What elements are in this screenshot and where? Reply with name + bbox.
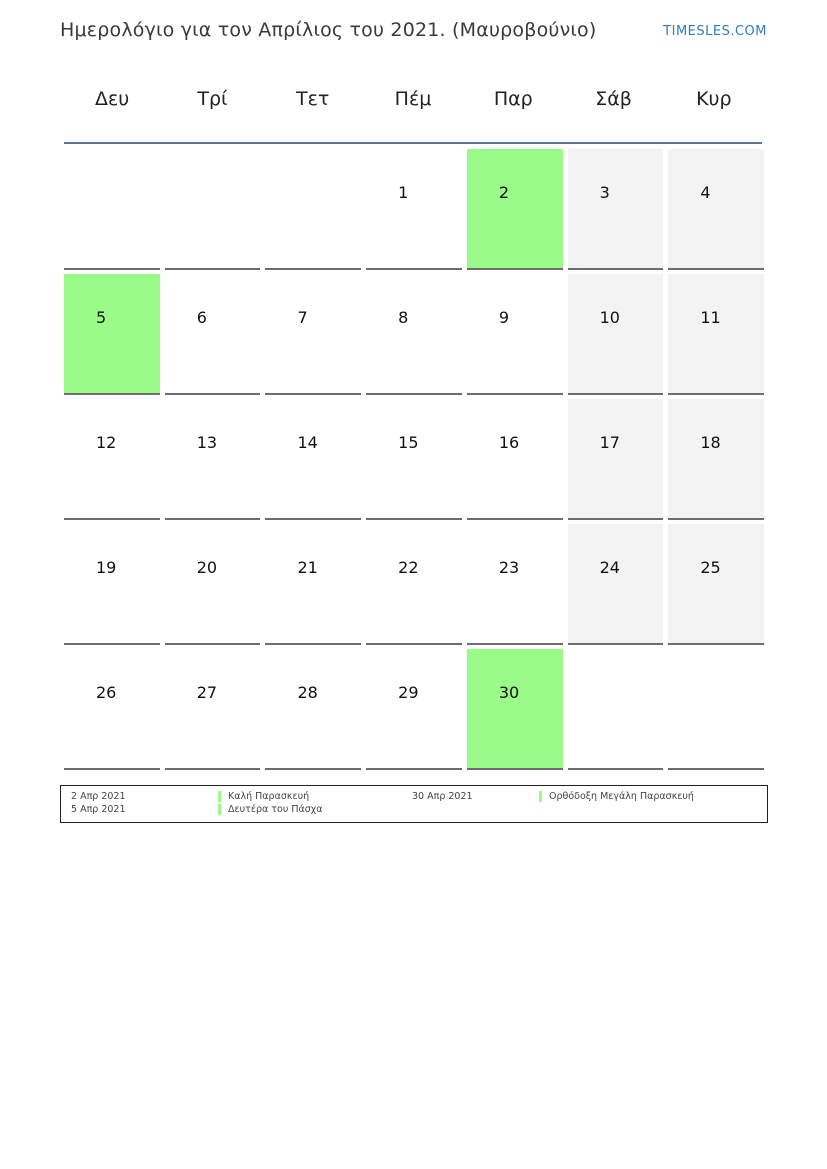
legend-holiday-name: Καλή Παρασκευή bbox=[218, 791, 309, 802]
calendar-day-cell bbox=[265, 524, 361, 645]
weekday-label: Τετ bbox=[296, 88, 330, 110]
calendar-day-cell bbox=[668, 524, 764, 645]
day-number: 6 bbox=[196, 308, 207, 327]
day-number: 18 bbox=[700, 433, 721, 452]
calendar-day-cell bbox=[265, 274, 361, 395]
day-number: 5 bbox=[96, 308, 107, 327]
day-number: 25 bbox=[700, 558, 721, 577]
weekday-label: Παρ bbox=[493, 88, 533, 110]
day-number: 27 bbox=[196, 683, 218, 702]
calendar-week-row bbox=[64, 399, 764, 520]
legend-holiday-name: Ορθόδοξη Μεγάλη Παρασκευή bbox=[539, 791, 694, 802]
brand-link[interactable]: TIMESLES.COM bbox=[663, 24, 767, 39]
calendar-day-cell bbox=[165, 649, 261, 770]
day-number: 11 bbox=[700, 308, 721, 327]
calendar-empty-cell bbox=[568, 649, 664, 770]
calendar-grid bbox=[64, 149, 764, 774]
calendar-day-cell bbox=[467, 399, 563, 520]
day-number: 10 bbox=[599, 308, 620, 327]
calendar-day-cell bbox=[568, 524, 664, 645]
weekday-label: Σάβ bbox=[595, 88, 632, 110]
calendar-day-cell bbox=[165, 399, 261, 520]
calendar-day-cell bbox=[366, 649, 462, 770]
holiday-legend bbox=[60, 785, 768, 823]
calendar-empty-cell bbox=[64, 149, 160, 270]
day-number: 29 bbox=[398, 683, 419, 702]
weekday-label: Πέμ bbox=[394, 88, 432, 110]
calendar-empty-cell bbox=[668, 649, 764, 770]
day-number: 16 bbox=[498, 433, 520, 452]
calendar-day-cell bbox=[366, 149, 462, 270]
calendar-day-cell bbox=[668, 274, 764, 395]
day-number: 1 bbox=[398, 183, 409, 202]
legend-date: 2 Απρ 2021 bbox=[71, 791, 126, 802]
calendar-day-cell bbox=[467, 274, 563, 395]
day-number: 21 bbox=[297, 558, 318, 577]
legend-holiday-name: Δευτέρα του Πάσχα bbox=[218, 804, 323, 815]
calendar-day-cell bbox=[467, 149, 563, 270]
day-number: 19 bbox=[96, 558, 117, 577]
calendar-day-cell bbox=[568, 149, 664, 270]
day-number: 9 bbox=[498, 308, 510, 327]
calendar-day-cell bbox=[165, 274, 261, 395]
calendar-day-cell bbox=[265, 649, 361, 770]
day-number: 26 bbox=[96, 683, 117, 702]
day-number: 17 bbox=[599, 433, 620, 452]
weekday-label: Δευ bbox=[95, 88, 130, 110]
calendar-day-cell bbox=[64, 274, 160, 395]
calendar-day-cell bbox=[668, 149, 764, 270]
calendar-day-cell bbox=[366, 274, 462, 395]
calendar-week-row bbox=[64, 649, 764, 770]
day-number: 12 bbox=[96, 433, 117, 452]
calendar-day-cell bbox=[366, 399, 462, 520]
calendar-day-cell bbox=[64, 524, 160, 645]
calendar-day-cell bbox=[64, 399, 160, 520]
header-divider bbox=[64, 142, 762, 144]
weekday-label: Τρί bbox=[197, 88, 228, 110]
calendar-empty-cell bbox=[165, 149, 261, 270]
day-number: 2 bbox=[498, 183, 510, 202]
day-number: 28 bbox=[297, 683, 318, 702]
day-number: 24 bbox=[599, 558, 620, 577]
day-number: 3 bbox=[599, 183, 610, 202]
calendar-day-cell bbox=[668, 399, 764, 520]
calendar-day-cell bbox=[467, 524, 563, 645]
calendar-day-cell bbox=[568, 274, 664, 395]
calendar-week-row bbox=[64, 149, 764, 270]
calendar-day-cell bbox=[366, 524, 462, 645]
day-number: 15 bbox=[398, 433, 419, 452]
page-title: Ημερολόγιο για τον Απρίλιος του 2021. (Μαυροβούνιο) bbox=[60, 19, 597, 41]
day-number: 7 bbox=[297, 308, 308, 327]
calendar-day-cell bbox=[568, 399, 664, 520]
day-number: 22 bbox=[398, 558, 419, 577]
calendar-week-row bbox=[64, 524, 764, 645]
calendar-week-row bbox=[64, 274, 764, 395]
calendar-day-cell bbox=[165, 524, 261, 645]
day-number: 30 bbox=[498, 683, 520, 702]
calendar-day-cell bbox=[64, 649, 160, 770]
day-number: 23 bbox=[498, 558, 520, 577]
weekday-label: Κυρ bbox=[696, 88, 732, 110]
day-number: 13 bbox=[196, 433, 218, 452]
calendar-empty-cell bbox=[265, 149, 361, 270]
legend-date: 30 Απρ 2021 bbox=[412, 791, 473, 802]
calendar-day-cell bbox=[467, 649, 563, 770]
day-number: 8 bbox=[398, 308, 409, 327]
day-number: 4 bbox=[700, 183, 711, 202]
day-number: 14 bbox=[297, 433, 318, 452]
legend-date: 5 Απρ 2021 bbox=[71, 804, 126, 815]
weekday-header-row bbox=[62, 88, 764, 120]
day-number: 20 bbox=[196, 558, 218, 577]
calendar-day-cell bbox=[265, 399, 361, 520]
